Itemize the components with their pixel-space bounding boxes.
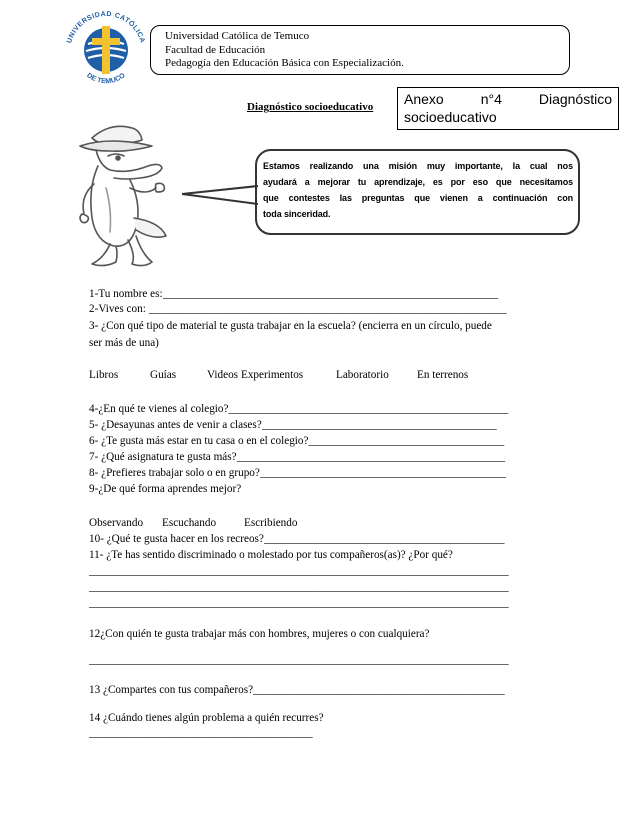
bubble-line: que contestes las preguntas que vienen a continuación con (263, 193, 573, 203)
question-text: 4-¿En qué te vienes al colegio? (89, 403, 229, 415)
answer-line[interactable]: ____________________________________________ (259, 467, 506, 479)
question-text: 7- ¿Qué asignatura te gusta más? (89, 451, 237, 463)
question-text: 1-Tu nombre es: (89, 288, 163, 300)
option-escribiendo[interactable]: Escribiendo (244, 517, 298, 529)
institution-header (150, 25, 570, 75)
question-text: 6- ¿Te gusta más estar en tu casa o en el colegio? (89, 435, 309, 447)
option-escuchando[interactable]: Escuchando (162, 517, 217, 529)
bubble-line: ayudará a mejorar tu aprendizaje, es por eso que necesitamos (263, 177, 573, 187)
question-5 (89, 418, 517, 432)
answer-line[interactable]: ___________________________________________________________________________ (89, 565, 509, 577)
question-13 (89, 683, 528, 697)
speech-bubble-tail (182, 180, 258, 210)
answer-line[interactable]: ________________________________________________ (236, 451, 506, 463)
learning-options (89, 516, 389, 530)
question-2 (89, 302, 536, 316)
answer-line[interactable]: ________________________________________ (89, 727, 313, 739)
answer-line[interactable]: ____________________________________________________________ (162, 288, 499, 300)
annex-word: Anexo (404, 91, 444, 107)
question-1 (89, 287, 533, 301)
option-observando[interactable]: Observando (89, 517, 144, 529)
answer-line[interactable]: ___________________________________________________________________________ (89, 581, 509, 593)
option-libros[interactable]: Libros (89, 369, 119, 381)
university-name: Universidad Católica de Temuco (165, 30, 310, 42)
answer-line[interactable]: ___________________________________ (308, 435, 505, 447)
question-11 (89, 548, 453, 562)
faculty-name: Facultad de Educación (165, 43, 266, 56)
question-8 (89, 466, 525, 480)
bubble-line: toda sinceridad. (263, 209, 331, 219)
option-laboratorio[interactable]: Laboratorio (336, 369, 389, 381)
question-10 (89, 532, 526, 546)
bubble-line: Estamos realizando una misión muy importante, la cual nos (263, 161, 573, 171)
question-14 (89, 711, 324, 725)
annex-box (397, 87, 619, 130)
option-en-terrenos[interactable]: En terrenos (417, 369, 469, 381)
answer-line[interactable]: __________________________________________________ (228, 403, 509, 415)
question-4 (89, 402, 528, 416)
answer-line[interactable]: __________________________________________ (261, 419, 497, 431)
material-options (89, 368, 549, 382)
question-text: 8- ¿Prefieres trabajar solo o en grupo? (89, 467, 260, 479)
question-text: 10- ¿Qué te gusta hacer en los recreos? (89, 533, 264, 545)
annex-line-1 (404, 90, 612, 108)
question-text: 5- ¿Desayunas antes de venir a clases? (89, 419, 262, 431)
agent-platypus-illustration (70, 118, 180, 273)
question-text: 9-¿De qué forma aprendes mejor? (89, 483, 242, 495)
question-3 (89, 319, 492, 350)
question-text: 3- ¿Con qué tipo de material te gusta trabajar en la escuela? (encierra en un círculo, puede (89, 320, 492, 332)
speech-bubble (255, 149, 580, 235)
program-name: Pedagogía den Educación Básica con Especialización. (165, 57, 404, 69)
question-12 (89, 627, 429, 641)
page-title: Diagnóstico socioeducativo (247, 101, 374, 113)
question-text: 12¿Con quién te gusta trabajar más con hombres, mujeres o con cualquiera? (89, 628, 430, 640)
answer-line[interactable]: ___________________________________________________________________________ (89, 654, 509, 666)
option-guias[interactable]: Guías (150, 369, 177, 381)
university-logo (62, 8, 150, 88)
option-experimentos[interactable]: Experimentos (241, 369, 304, 381)
question-text: 11- ¿Te has sentido discriminado o molestado por tus compañeros(as)? ¿Por qué? (89, 549, 453, 561)
question-9 (89, 482, 241, 496)
annex-line-2: socioeducativo (404, 109, 497, 125)
annex-word: n°4 (480, 91, 502, 107)
answer-line[interactable]: ___________________________________________________________________________ (89, 597, 509, 609)
question-text: 2-Vives con: (89, 303, 149, 315)
logo-text-top: UNIVERSIDAD CATÓLICA (66, 10, 146, 45)
question-text: 13 ¿Compartes con tus compañeros? (89, 684, 254, 696)
question-text: 14 ¿Cuándo tienes algún problema a quién recurres? (89, 712, 324, 724)
answer-line[interactable]: ________________________________________________________________ (148, 303, 507, 315)
question-7 (89, 450, 527, 464)
option-videos[interactable]: Videos (207, 369, 239, 381)
annex-word: Diagnóstico (538, 91, 612, 107)
logo-text-bottom: DE TEMUCO (85, 72, 127, 86)
answer-line[interactable]: ___________________________________________ (263, 533, 505, 545)
answer-line[interactable]: _____________________________________________ (253, 684, 505, 696)
question-text: ser más de una) (89, 337, 159, 349)
question-6 (89, 434, 520, 448)
